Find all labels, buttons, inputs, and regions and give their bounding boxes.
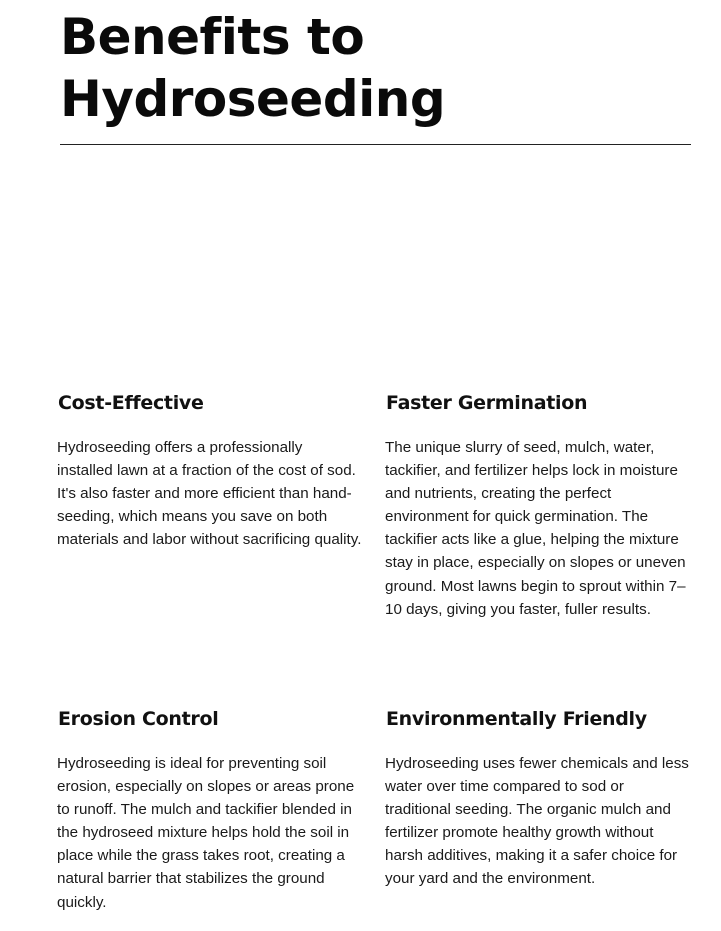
benefit-title: Cost-Effective bbox=[58, 392, 204, 414]
benefit-description: Hydroseeding uses fewer chemicals and less water over time compared to sod or traditional seeding. The organic mulch and fertilizer promote healthy growth without harsh additives, making it a safer choice for your yard and the environment. bbox=[385, 755, 689, 888]
benefit-title: Environmentally Friendly bbox=[386, 708, 647, 730]
benefit-description: The unique slurry of seed, mulch, water, tackifier, and fertilizer helps lock in moisture and nutrients, creating the perfect environment for quick germination. The tackifier acts like a glue, helping the mixture stay in place, especially on slopes or uneven ground. Most lawns begin to sprout within 7–10 days, giving you faster, fuller results. bbox=[385, 439, 686, 618]
title-divider bbox=[60, 144, 691, 145]
benefit-title: Erosion Control bbox=[58, 708, 219, 730]
benefit-title: Faster Germination bbox=[386, 392, 588, 414]
benefit-description: Hydroseeding offers a professionally installed lawn at a fraction of the cost of sod. It's also faster and more efficient than hand-seeding, which means you save on both materials and labor without sacrificing quality. bbox=[57, 439, 362, 549]
page-title: Benefits to Hydroseeding bbox=[60, 8, 446, 128]
benefit-description: Hydroseeding is ideal for preventing soil erosion, especially on slopes or areas prone to runoff. The mulch and tackifier blended in the hydroseed mixture helps hold the soil in place while the grass takes root, creating a natural barrier that stabilizes the ground quickly. bbox=[57, 755, 355, 911]
benefit-environmentally-friendly bbox=[385, 706, 691, 888]
benefit-cost-effective bbox=[57, 390, 363, 549]
benefit-faster-germination bbox=[385, 390, 691, 618]
benefit-erosion-control bbox=[57, 706, 363, 911]
